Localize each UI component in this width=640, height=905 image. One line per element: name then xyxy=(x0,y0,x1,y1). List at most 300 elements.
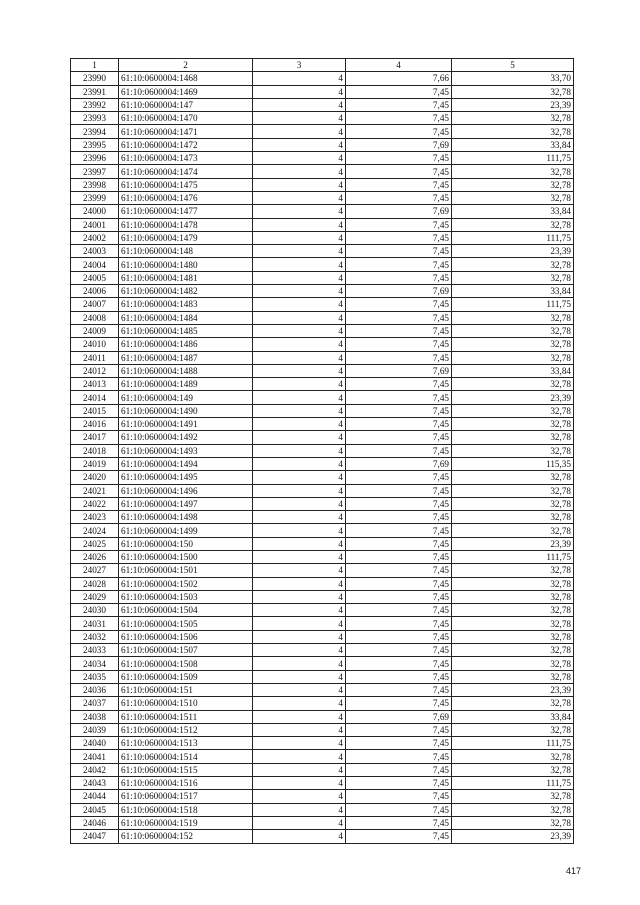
table-cell: 61:10:0600004:1502 xyxy=(119,577,253,590)
table-cell: 24025 xyxy=(71,537,119,550)
table-cell: 7,45 xyxy=(346,152,452,165)
table-cell: 61:10:0600004:1498 xyxy=(119,511,253,524)
table-cell: 4 xyxy=(253,564,346,577)
table-cell: 24004 xyxy=(71,258,119,271)
column-header: 4 xyxy=(346,59,452,72)
table-cell: 24016 xyxy=(71,418,119,431)
table-cell: 24033 xyxy=(71,644,119,657)
table-cell: 4 xyxy=(253,298,346,311)
table-cell: 32,78 xyxy=(452,165,574,178)
table-cell: 4 xyxy=(253,457,346,470)
table-cell: 4 xyxy=(253,763,346,776)
table-cell: 4 xyxy=(253,630,346,643)
table-cell: 7,45 xyxy=(346,338,452,351)
table-cell: 32,78 xyxy=(452,803,574,816)
table-row xyxy=(71,604,574,617)
table-cell: 4 xyxy=(253,497,346,510)
table-cell: 7,66 xyxy=(346,72,452,85)
table-cell: 4 xyxy=(253,311,346,324)
table-cell: 4 xyxy=(253,550,346,563)
table-row xyxy=(71,657,574,670)
table-cell: 7,45 xyxy=(346,431,452,444)
table-cell: 4 xyxy=(253,816,346,829)
table-cell: 61:10:0600004:1480 xyxy=(119,258,253,271)
table-cell: 7,45 xyxy=(346,471,452,484)
table-cell: 23993 xyxy=(71,112,119,125)
table-row xyxy=(71,231,574,244)
table-cell: 7,45 xyxy=(346,550,452,563)
table-row xyxy=(71,577,574,590)
table-cell: 32,78 xyxy=(452,404,574,417)
table-cell: 7,45 xyxy=(346,351,452,364)
table-cell: 24030 xyxy=(71,604,119,617)
table-cell: 4 xyxy=(253,418,346,431)
table-cell: 61:10:0600004:1472 xyxy=(119,138,253,151)
table-cell: 61:10:0600004:1494 xyxy=(119,457,253,470)
table-cell: 24044 xyxy=(71,790,119,803)
table-cell: 61:10:0600004:1478 xyxy=(119,218,253,231)
table-cell: 4 xyxy=(253,617,346,630)
table-cell: 24041 xyxy=(71,750,119,763)
table-cell: 4 xyxy=(253,205,346,218)
table-cell: 32,78 xyxy=(452,564,574,577)
table-cell: 24037 xyxy=(71,697,119,710)
table-cell: 24029 xyxy=(71,590,119,603)
table-cell: 4 xyxy=(253,258,346,271)
table-cell: 7,45 xyxy=(346,311,452,324)
table-cell: 7,45 xyxy=(346,683,452,696)
table-row xyxy=(71,205,574,218)
table-cell: 32,78 xyxy=(452,125,574,138)
table-cell: 4 xyxy=(253,777,346,790)
table-cell: 32,78 xyxy=(452,697,574,710)
table-cell: 7,45 xyxy=(346,790,452,803)
table-cell: 23994 xyxy=(71,125,119,138)
table-cell: 24009 xyxy=(71,324,119,337)
table-cell: 4 xyxy=(253,577,346,590)
table-cell: 24003 xyxy=(71,245,119,258)
table-cell: 61:10:0600004:1506 xyxy=(119,630,253,643)
table-cell: 24015 xyxy=(71,404,119,417)
table-cell: 7,69 xyxy=(346,710,452,723)
table-row xyxy=(71,537,574,550)
table-cell: 24020 xyxy=(71,471,119,484)
table-cell: 61:10:0600004:1517 xyxy=(119,790,253,803)
table-row xyxy=(71,418,574,431)
table-cell: 24019 xyxy=(71,457,119,470)
table-cell: 4 xyxy=(253,85,346,98)
table-cell: 61:10:0600004:1473 xyxy=(119,152,253,165)
table-cell: 7,45 xyxy=(346,324,452,337)
table-cell: 32,78 xyxy=(452,444,574,457)
table-cell: 61:10:0600004:1513 xyxy=(119,737,253,750)
table-cell: 61:10:0600004:1471 xyxy=(119,125,253,138)
table-cell: 7,45 xyxy=(346,165,452,178)
table-row xyxy=(71,112,574,125)
table-cell: 4 xyxy=(253,285,346,298)
table-cell: 61:10:0600004:1519 xyxy=(119,816,253,829)
table-cell: 24014 xyxy=(71,391,119,404)
table-cell: 7,69 xyxy=(346,457,452,470)
table-row xyxy=(71,630,574,643)
table-row xyxy=(71,777,574,790)
table-row xyxy=(71,258,574,271)
table-cell: 32,78 xyxy=(452,577,574,590)
table-cell: 24023 xyxy=(71,511,119,524)
table-cell: 24045 xyxy=(71,803,119,816)
table-cell: 7,45 xyxy=(346,191,452,204)
table-cell: 111,75 xyxy=(452,298,574,311)
table-cell: 4 xyxy=(253,218,346,231)
table-cell: 4 xyxy=(253,391,346,404)
table-row xyxy=(71,178,574,191)
table-cell: 7,45 xyxy=(346,723,452,736)
table-cell: 24022 xyxy=(71,497,119,510)
table-cell: 7,45 xyxy=(346,484,452,497)
table-cell: 61:10:0600004:1485 xyxy=(119,324,253,337)
table-row xyxy=(71,524,574,537)
table-row xyxy=(71,564,574,577)
table-row xyxy=(71,497,574,510)
table-cell: 4 xyxy=(253,378,346,391)
table-row xyxy=(71,165,574,178)
table-body xyxy=(71,72,574,843)
table-cell: 23995 xyxy=(71,138,119,151)
table-cell: 7,45 xyxy=(346,803,452,816)
table-cell: 7,45 xyxy=(346,125,452,138)
table-row xyxy=(71,484,574,497)
table-cell: 32,78 xyxy=(452,191,574,204)
table-cell: 7,45 xyxy=(346,564,452,577)
table-cell: 24040 xyxy=(71,737,119,750)
table-cell: 61:10:0600004:1508 xyxy=(119,657,253,670)
table-cell: 61:10:0600004:1484 xyxy=(119,311,253,324)
table-cell: 32,78 xyxy=(452,657,574,670)
table-row xyxy=(71,98,574,111)
table-cell: 23,39 xyxy=(452,830,574,843)
table-cell: 61:10:0600004:1514 xyxy=(119,750,253,763)
table-cell: 7,45 xyxy=(346,85,452,98)
table-cell: 61:10:0600004:1509 xyxy=(119,670,253,683)
table-cell: 32,78 xyxy=(452,324,574,337)
table-cell: 32,78 xyxy=(452,511,574,524)
table-cell: 7,45 xyxy=(346,178,452,191)
table-cell: 61:10:0600004:1496 xyxy=(119,484,253,497)
table-cell: 61:10:0600004:1497 xyxy=(119,497,253,510)
table-cell: 7,45 xyxy=(346,112,452,125)
table-cell: 7,69 xyxy=(346,364,452,377)
table-cell: 7,45 xyxy=(346,511,452,524)
table-cell: 24032 xyxy=(71,630,119,643)
table-cell: 7,45 xyxy=(346,245,452,258)
table-cell: 111,75 xyxy=(452,550,574,563)
table-cell: 111,75 xyxy=(452,737,574,750)
table-cell: 4 xyxy=(253,72,346,85)
table-cell: 32,78 xyxy=(452,112,574,125)
table-cell: 61:10:0600004:1481 xyxy=(119,271,253,284)
table-cell: 61:10:0600004:148 xyxy=(119,245,253,258)
table-cell: 7,45 xyxy=(346,816,452,829)
table-cell: 23,39 xyxy=(452,683,574,696)
table-cell: 61:10:0600004:1487 xyxy=(119,351,253,364)
table-cell: 7,45 xyxy=(346,763,452,776)
table-cell: 111,75 xyxy=(452,152,574,165)
table-cell: 4 xyxy=(253,351,346,364)
table-row xyxy=(71,444,574,457)
table-row xyxy=(71,644,574,657)
table-cell: 32,78 xyxy=(452,338,574,351)
table-cell: 24043 xyxy=(71,777,119,790)
table-cell: 7,45 xyxy=(346,777,452,790)
table-cell: 7,45 xyxy=(346,617,452,630)
table-cell: 23,39 xyxy=(452,245,574,258)
column-header: 1 xyxy=(71,59,119,72)
table-cell: 4 xyxy=(253,697,346,710)
table-row xyxy=(71,431,574,444)
column-header: 2 xyxy=(119,59,253,72)
table-cell: 4 xyxy=(253,803,346,816)
table-cell: 24013 xyxy=(71,378,119,391)
table-cell: 7,45 xyxy=(346,737,452,750)
table-cell: 33,84 xyxy=(452,138,574,151)
table-cell: 7,45 xyxy=(346,271,452,284)
table-cell: 61:10:0600004:151 xyxy=(119,683,253,696)
table-cell: 33,84 xyxy=(452,205,574,218)
table-cell: 4 xyxy=(253,125,346,138)
table-cell: 7,45 xyxy=(346,630,452,643)
table-cell: 61:10:0600004:1468 xyxy=(119,72,253,85)
table-cell: 61:10:0600004:1482 xyxy=(119,285,253,298)
table-cell: 4 xyxy=(253,271,346,284)
table-cell: 61:10:0600004:1512 xyxy=(119,723,253,736)
table-cell: 24002 xyxy=(71,231,119,244)
table-cell: 24021 xyxy=(71,484,119,497)
table-cell: 24038 xyxy=(71,710,119,723)
table-cell: 7,45 xyxy=(346,537,452,550)
table-cell: 7,45 xyxy=(346,697,452,710)
table-cell: 4 xyxy=(253,152,346,165)
table-cell: 7,45 xyxy=(346,604,452,617)
table-cell: 7,69 xyxy=(346,205,452,218)
table-row xyxy=(71,138,574,151)
table-cell: 24005 xyxy=(71,271,119,284)
table-cell: 61:10:0600004:1477 xyxy=(119,205,253,218)
table-cell: 4 xyxy=(253,830,346,843)
table-cell: 7,45 xyxy=(346,577,452,590)
table-cell: 111,75 xyxy=(452,231,574,244)
table-row xyxy=(71,550,574,563)
table-row xyxy=(71,763,574,776)
table-cell: 4 xyxy=(253,178,346,191)
table-cell: 4 xyxy=(253,138,346,151)
table-cell: 4 xyxy=(253,191,346,204)
table-cell: 32,78 xyxy=(452,604,574,617)
table-cell: 4 xyxy=(253,324,346,337)
table-cell: 61:10:0600004:149 xyxy=(119,391,253,404)
table-cell: 23992 xyxy=(71,98,119,111)
table-row xyxy=(71,683,574,696)
table-row xyxy=(71,351,574,364)
data-table xyxy=(70,58,574,844)
table-cell: 4 xyxy=(253,112,346,125)
table-cell: 61:10:0600004:1476 xyxy=(119,191,253,204)
table-cell: 24018 xyxy=(71,444,119,457)
table-row xyxy=(71,803,574,816)
table-cell: 4 xyxy=(253,590,346,603)
table-cell: 61:10:0600004:1516 xyxy=(119,777,253,790)
table-row xyxy=(71,816,574,829)
table-cell: 7,45 xyxy=(346,497,452,510)
table-cell: 61:10:0600004:1510 xyxy=(119,697,253,710)
table-cell: 4 xyxy=(253,683,346,696)
table-cell: 32,78 xyxy=(452,644,574,657)
table-cell: 61:10:0600004:1483 xyxy=(119,298,253,311)
table-cell: 24034 xyxy=(71,657,119,670)
table-cell: 61:10:0600004:1505 xyxy=(119,617,253,630)
table-cell: 7,45 xyxy=(346,670,452,683)
table-cell: 7,45 xyxy=(346,218,452,231)
table-row xyxy=(71,697,574,710)
table-row xyxy=(71,218,574,231)
table-cell: 7,45 xyxy=(346,750,452,763)
table-cell: 24031 xyxy=(71,617,119,630)
table-cell: 61:10:0600004:1492 xyxy=(119,431,253,444)
table-row xyxy=(71,72,574,85)
table-header-row xyxy=(71,59,574,72)
table-cell: 4 xyxy=(253,404,346,417)
table-row xyxy=(71,245,574,258)
table-row xyxy=(71,830,574,843)
table-cell: 24039 xyxy=(71,723,119,736)
table-cell: 111,75 xyxy=(452,777,574,790)
table-cell: 32,78 xyxy=(452,431,574,444)
table-cell: 61:10:0600004:1518 xyxy=(119,803,253,816)
table-cell: 61:10:0600004:1490 xyxy=(119,404,253,417)
table-cell: 4 xyxy=(253,364,346,377)
table-cell: 32,78 xyxy=(452,630,574,643)
table-cell: 32,78 xyxy=(452,750,574,763)
table-cell: 7,45 xyxy=(346,231,452,244)
table-cell: 7,45 xyxy=(346,590,452,603)
table-cell: 61:10:0600004:1491 xyxy=(119,418,253,431)
table-cell: 23,39 xyxy=(452,391,574,404)
table-cell: 4 xyxy=(253,723,346,736)
table-cell: 61:10:0600004:1515 xyxy=(119,763,253,776)
table-cell: 24012 xyxy=(71,364,119,377)
table-cell: 7,45 xyxy=(346,644,452,657)
table-row xyxy=(71,85,574,98)
table-cell: 24008 xyxy=(71,311,119,324)
table-cell: 61:10:0600004:1493 xyxy=(119,444,253,457)
table-cell: 33,84 xyxy=(452,285,574,298)
table-cell: 33,70 xyxy=(452,72,574,85)
table-cell: 61:10:0600004:1511 xyxy=(119,710,253,723)
table-cell: 4 xyxy=(253,231,346,244)
table-cell: 24000 xyxy=(71,205,119,218)
table-cell: 24024 xyxy=(71,524,119,537)
table-cell: 61:10:0600004:1488 xyxy=(119,364,253,377)
table-row xyxy=(71,511,574,524)
table-row xyxy=(71,152,574,165)
table-cell: 32,78 xyxy=(452,497,574,510)
table-cell: 24027 xyxy=(71,564,119,577)
table-cell: 4 xyxy=(253,537,346,550)
table-row xyxy=(71,338,574,351)
table-cell: 32,78 xyxy=(452,351,574,364)
table-cell: 24036 xyxy=(71,683,119,696)
table-cell: 7,45 xyxy=(346,98,452,111)
table-cell: 32,78 xyxy=(452,790,574,803)
table-row xyxy=(71,710,574,723)
table-cell: 4 xyxy=(253,165,346,178)
table-row xyxy=(71,670,574,683)
table-cell: 7,45 xyxy=(346,378,452,391)
table-cell: 24042 xyxy=(71,763,119,776)
table-cell: 32,78 xyxy=(452,524,574,537)
table-cell: 4 xyxy=(253,737,346,750)
table-row xyxy=(71,364,574,377)
table-cell: 24046 xyxy=(71,816,119,829)
table-row xyxy=(71,125,574,138)
column-header: 3 xyxy=(253,59,346,72)
table-cell: 4 xyxy=(253,657,346,670)
table-cell: 61:10:0600004:1507 xyxy=(119,644,253,657)
table-cell: 24028 xyxy=(71,577,119,590)
table-cell: 61:10:0600004:1501 xyxy=(119,564,253,577)
table-cell: 32,78 xyxy=(452,590,574,603)
table-cell: 61:10:0600004:1474 xyxy=(119,165,253,178)
table-cell: 32,78 xyxy=(452,311,574,324)
table-row xyxy=(71,285,574,298)
table-cell: 61:10:0600004:1499 xyxy=(119,524,253,537)
table-cell: 32,78 xyxy=(452,218,574,231)
table-cell: 115,35 xyxy=(452,457,574,470)
table-cell: 24010 xyxy=(71,338,119,351)
table-cell: 4 xyxy=(253,524,346,537)
table-cell: 4 xyxy=(253,710,346,723)
table-cell: 24026 xyxy=(71,550,119,563)
table-cell: 32,78 xyxy=(452,471,574,484)
column-header: 5 xyxy=(452,59,574,72)
table-cell: 61:10:0600004:1469 xyxy=(119,85,253,98)
table-cell: 61:10:0600004:150 xyxy=(119,537,253,550)
table-row xyxy=(71,590,574,603)
table-cell: 4 xyxy=(253,511,346,524)
table-cell: 7,69 xyxy=(346,285,452,298)
table-cell: 61:10:0600004:1495 xyxy=(119,471,253,484)
table-cell: 24047 xyxy=(71,830,119,843)
table-cell: 4 xyxy=(253,670,346,683)
table-cell: 32,78 xyxy=(452,617,574,630)
table-cell: 4 xyxy=(253,750,346,763)
table-cell: 32,78 xyxy=(452,85,574,98)
table-cell: 32,78 xyxy=(452,763,574,776)
table-cell: 23997 xyxy=(71,165,119,178)
table-row xyxy=(71,391,574,404)
table-cell: 4 xyxy=(253,484,346,497)
table-row xyxy=(71,617,574,630)
table-cell: 24007 xyxy=(71,298,119,311)
table-cell: 4 xyxy=(253,338,346,351)
table-row xyxy=(71,404,574,417)
table-row xyxy=(71,298,574,311)
table-row xyxy=(71,191,574,204)
table-cell: 33,84 xyxy=(452,364,574,377)
table-cell: 4 xyxy=(253,644,346,657)
table-cell: 7,45 xyxy=(346,298,452,311)
table-row xyxy=(71,471,574,484)
table-cell: 32,78 xyxy=(452,484,574,497)
